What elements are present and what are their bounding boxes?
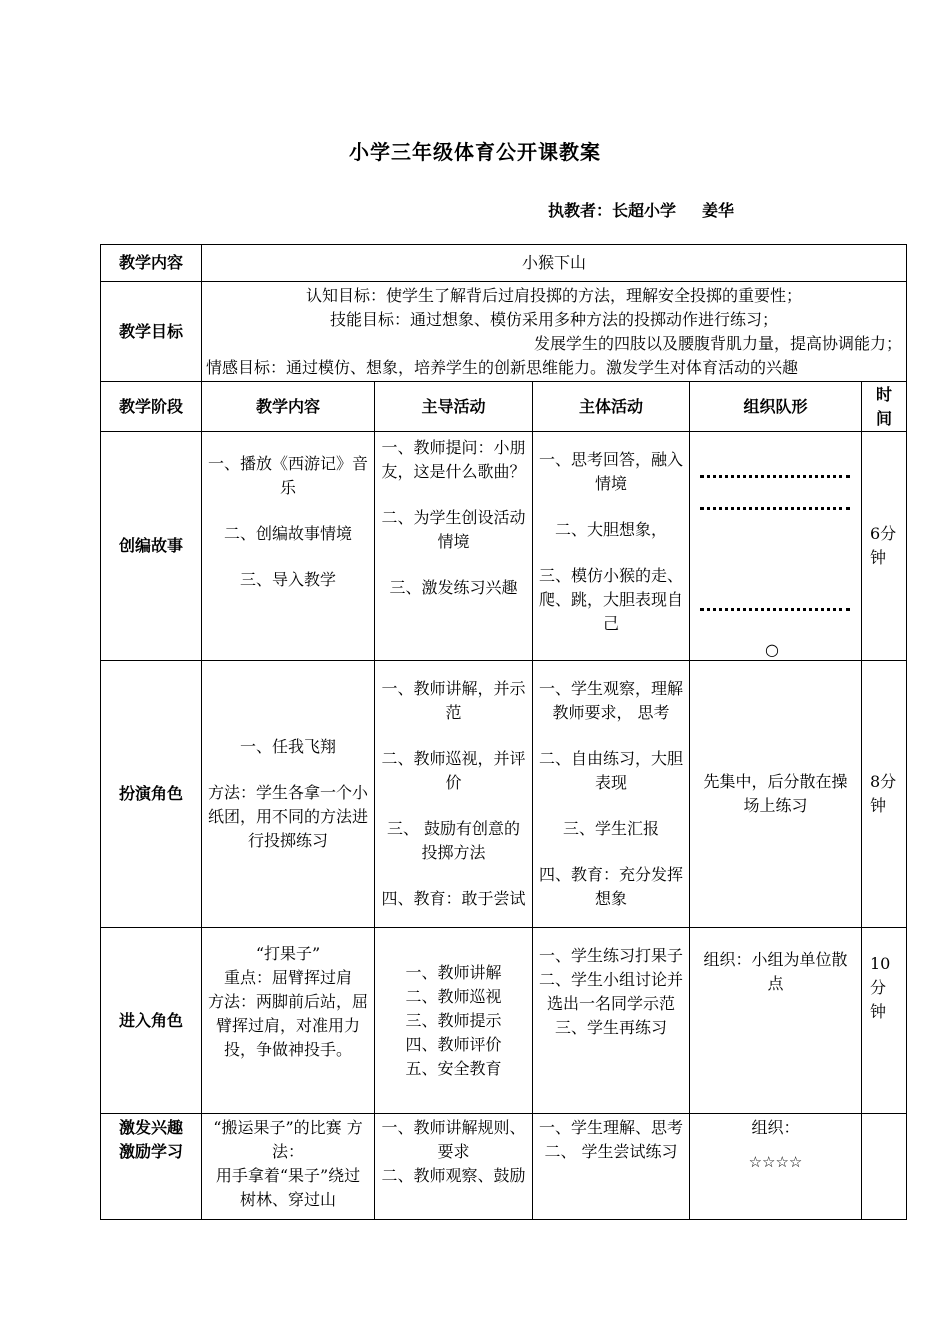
subject-item: 二、自由练习，大胆表现 <box>539 749 684 792</box>
goals-row <box>101 282 907 382</box>
content-value: 小猴下山 <box>202 245 907 282</box>
stage-content <box>202 432 375 661</box>
author-line <box>548 198 734 221</box>
subject-item: 一、学生观察，理解教师要求， 思考 <box>539 679 684 722</box>
lesson-plan-table <box>100 244 907 1220</box>
lead-item: 二、教师巡视，并评价 <box>381 749 526 792</box>
subject-item: 三、模仿小猴的走、爬、跳，大胆表现自己 <box>539 566 684 633</box>
content-item: 一、播放《西游记》音乐 <box>208 454 369 497</box>
subject-item: 一、学生练习打果子 <box>539 946 684 965</box>
subject-item: 三、学生再练习 <box>554 1018 667 1037</box>
stage-time: 10分钟 <box>862 928 907 1114</box>
lead-item: 三、激发练习兴趣 <box>389 578 518 597</box>
lead-item: 二、教师巡视 <box>405 986 502 1006</box>
subject-item: 一、学生理解、思考 <box>539 1118 684 1137</box>
stage-formation: 先集中，后分散在操场上练习 <box>690 661 862 928</box>
content-row <box>101 245 907 282</box>
document-title: 小学三年级体育公开课教案 <box>349 140 601 164</box>
author-name: 姜华 <box>702 201 735 220</box>
stage-name: 进入角色 <box>101 928 202 1114</box>
stage-name-line: 激励学习 <box>118 1142 183 1161</box>
content-item: “打果子” <box>255 944 321 963</box>
subject-item: 一、思考回答，融入情境 <box>539 450 684 493</box>
lead-item: 五、安全教育 <box>405 1058 502 1078</box>
author-label: 执教者：长超小学 <box>548 201 677 220</box>
formation-line <box>700 507 850 510</box>
goal-cognitive: 认知目标：使学生了解背后过肩投掷的方法，理解安全投掷的重要性； <box>306 285 803 305</box>
content-item: 方法：学生各拿一个小纸团，用不同的方法进行投掷练习 <box>208 783 369 850</box>
teacher-marker: ○ <box>765 640 779 659</box>
stage-name <box>101 1114 202 1220</box>
stage-subject <box>533 928 690 1114</box>
subject-item: 二、 学生尝试练习 <box>544 1142 678 1161</box>
stage-lead <box>375 432 533 661</box>
lead-item: 一、教师讲解规则、要求 <box>381 1118 526 1161</box>
stage-lead <box>375 928 533 1114</box>
goal-affective: 情感目标：通过模仿、想象，培养学生的创新思维能力。激发学生对体育活动的兴趣 <box>206 357 799 377</box>
stage-name-line: 激发兴趣 <box>118 1118 183 1137</box>
content-item: 重点：屈臂挥过肩 <box>223 968 352 987</box>
stage-subject <box>533 661 690 928</box>
stage-formation <box>690 432 862 661</box>
stage-row <box>101 432 907 661</box>
stage-content <box>202 661 375 928</box>
stage-time: 6分钟 <box>862 432 907 661</box>
stage-time <box>862 1114 907 1220</box>
stage-formation: 组织：小组为单位散点 <box>690 928 862 1114</box>
stage-row <box>101 928 907 1114</box>
stage-formation <box>690 1114 862 1220</box>
header-lead: 主导活动 <box>375 382 533 432</box>
lead-item: 三、 鼓励有创意的投掷方法 <box>386 819 521 862</box>
lead-item: 四、教育：敢于尝试 <box>381 889 526 908</box>
lead-item: 一、教师讲解，并示范 <box>381 679 526 722</box>
subject-item: 三、学生汇报 <box>562 819 659 838</box>
formation-label: 组织： <box>751 1118 800 1137</box>
formation-line <box>700 608 850 611</box>
stage-lead <box>375 1114 533 1220</box>
stage-time: 8分钟 <box>862 661 907 928</box>
content-item: 三、导入教学 <box>239 570 336 589</box>
header-row <box>101 382 907 432</box>
lead-item: 四、教师评价 <box>405 1034 502 1054</box>
subject-item: 二、大胆想象， <box>554 520 667 539</box>
content-item: 一、任我飞翔 <box>239 737 336 756</box>
stage-name: 创编故事 <box>101 432 202 661</box>
stage-content <box>202 928 375 1114</box>
goals-cell <box>202 282 907 382</box>
header-stage: 教学阶段 <box>101 382 202 432</box>
lead-item: 二、教师观察、鼓励 <box>381 1166 526 1185</box>
content-label: 教学内容 <box>101 245 202 282</box>
header-formation: 组织队形 <box>690 382 862 432</box>
lead-item: 三、教师提示 <box>405 1010 502 1030</box>
lead-item: 一、教师讲解 <box>405 962 502 982</box>
content-item: “搬运果子”的比赛 方法： <box>213 1118 363 1161</box>
header-time: 时间 <box>862 382 907 432</box>
stage-name: 扮演角色 <box>101 661 202 928</box>
stage-content <box>202 1114 375 1220</box>
stage-row <box>101 661 907 928</box>
subject-item: 二、学生小组讨论并选出一名同学示范 <box>539 970 684 1013</box>
goals-label: 教学目标 <box>101 282 202 382</box>
content-item: 方法：两脚前后站，屈臂挥过肩，对准用力投，争做神投手。 <box>208 992 369 1059</box>
content-item: 用手拿着“果子”绕过树林、穿过山 <box>215 1166 361 1209</box>
stage-row <box>101 1114 907 1220</box>
lead-item: 一、教师提问：小朋友，这是什么歌曲？ <box>381 438 526 481</box>
stage-subject <box>533 1114 690 1220</box>
header-subject: 主体活动 <box>533 382 690 432</box>
content-item: 二、创编故事情境 <box>223 524 352 543</box>
stage-lead <box>375 661 533 928</box>
formation-line <box>700 475 850 478</box>
subject-item: 四、教育：充分发挥想象 <box>539 865 684 908</box>
goal-skill: 技能目标：通过想象、模仿采用多种方法的投掷动作进行练习； <box>330 309 779 329</box>
goal-physical: 发展学生的四肢以及腰腹背肌力量，提高协调能力； <box>534 333 903 353</box>
formation-diagram <box>690 434 861 658</box>
stage-subject <box>533 432 690 661</box>
lead-item: 二、为学生创设活动情境 <box>381 508 526 551</box>
formation-stars: ☆☆☆☆ <box>748 1153 803 1171</box>
header-content: 教学内容 <box>202 382 375 432</box>
